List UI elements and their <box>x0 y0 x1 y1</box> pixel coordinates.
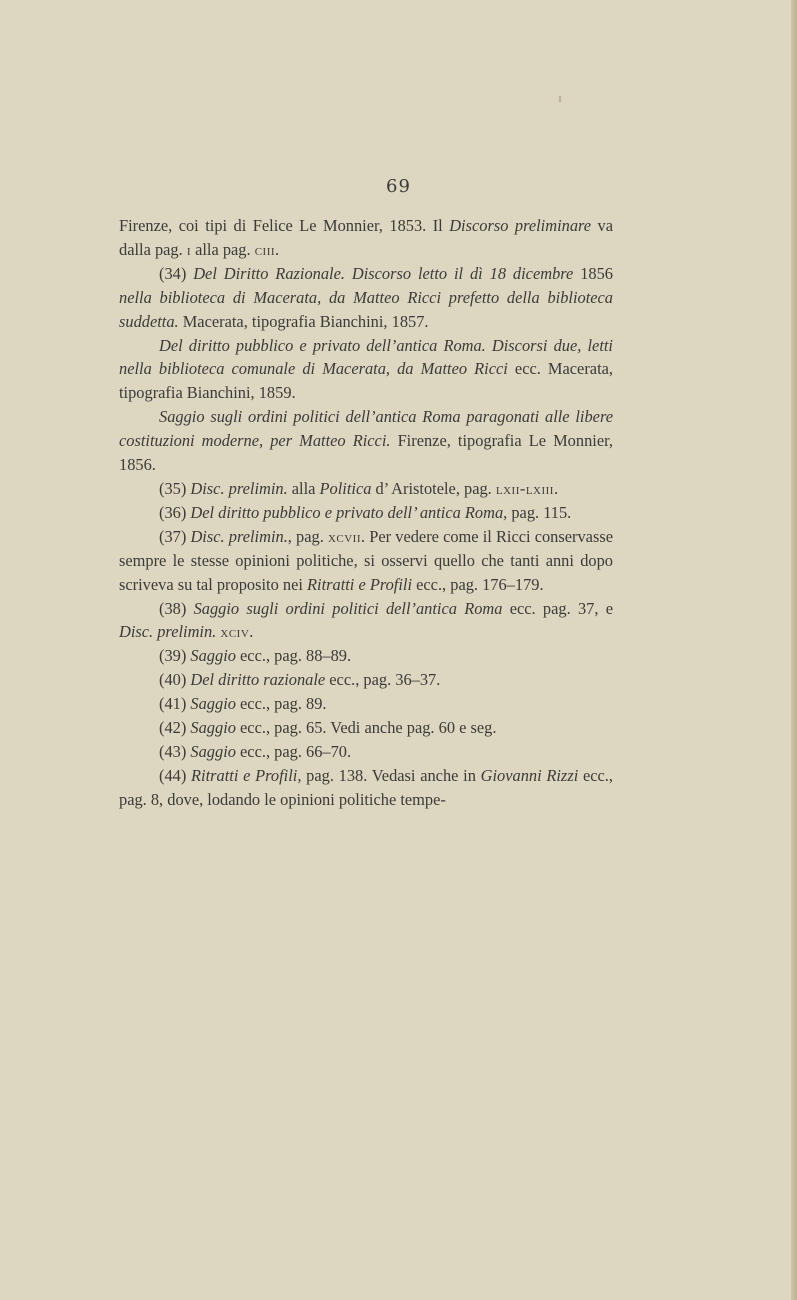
text-run: alla pag. <box>190 239 255 259</box>
roman-numeral-run: lxii-lxiii <box>495 478 554 498</box>
footnote-paragraph <box>119 716 613 740</box>
footnote-paragraph <box>119 597 613 645</box>
text-run: d’ Aristotele, pag. <box>371 478 496 498</box>
footnote-paragraph <box>119 764 613 812</box>
footnote-paragraph <box>119 668 613 692</box>
text-run: pag. 138. Vedasi anche in <box>301 765 481 785</box>
footnote-paragraph <box>119 405 613 477</box>
italic-run: Ritratti e Profili, <box>191 765 302 785</box>
paper-speck <box>559 96 561 102</box>
text-run: 1856 <box>573 263 613 283</box>
footnote-paragraph <box>119 525 613 597</box>
text-run: alla <box>287 478 320 498</box>
footnote-paragraph <box>119 262 613 334</box>
italic-run: Disc. prelimin. <box>119 622 217 642</box>
text-run: (37) <box>159 526 191 546</box>
text-run: (36) <box>159 502 191 522</box>
text-run: , pag. <box>287 526 328 546</box>
italic-run: Disc. prelimin. <box>190 526 288 546</box>
text-run: ecc., pag. 66–70. <box>235 741 352 761</box>
footnote-paragraph <box>119 334 613 406</box>
italic-run: Giovanni Rizzi <box>480 765 579 785</box>
text-run: (42) <box>159 718 191 738</box>
italic-run: Disc. prelimin. <box>190 478 288 498</box>
footnote-paragraph <box>119 692 613 716</box>
italic-run: Politica <box>319 478 372 498</box>
text-run: ecc. Macerata, tipografia Bianchini, 1859. <box>119 359 613 403</box>
italic-run: Saggio sugli ordini politici dell’antica Roma <box>193 598 503 618</box>
text-run: (35) <box>159 478 191 498</box>
italic-run: Saggio <box>190 741 236 761</box>
text-run: ecc., pag. 36–37. <box>325 670 441 690</box>
text-run: Firenze, coi tipi di Felice Le Monnier, 1853. Il <box>119 216 450 235</box>
italic-run: Del diritto pubblico e privato dell’antica Roma. Discorsi due, letti nella biblioteca comunale di Macerata, da Matteo Ricci <box>119 335 613 379</box>
text-run: Firenze, tipografia Le Monnier, 1856. <box>119 431 613 475</box>
text-run: Macerata, tipografia Bianchini, 1857. <box>178 311 429 331</box>
roman-numeral-run: i <box>186 239 191 259</box>
text-run: (41) <box>159 694 191 714</box>
italic-run: Saggio <box>190 718 236 738</box>
text-run: . <box>553 478 559 498</box>
italic-run: nella biblioteca di Macerata, da Matteo Ricci prefetto della biblioteca suddetta. <box>119 287 613 331</box>
text-run: . <box>275 239 280 259</box>
italic-run: Del diritto razionale <box>190 670 326 690</box>
text-run: ecc., pag. 65. Vedi anche pag. 60 e seg. <box>235 718 497 738</box>
footnote-paragraph <box>119 477 613 501</box>
italic-run: Ritratti e Profili <box>307 574 413 594</box>
roman-numeral-run: ciii <box>254 239 276 259</box>
italic-run: Saggio <box>190 694 236 714</box>
text-run: ecc., pag. 88–89. <box>235 646 352 666</box>
text-run: ecc. pag. 37, e <box>502 598 613 618</box>
text-run: (34) <box>159 263 194 283</box>
text-run: (38) <box>159 598 194 618</box>
footnote-paragraph <box>119 740 613 764</box>
text-run: ecc., pag. 89. <box>235 694 327 714</box>
text-run: pag. 115. <box>507 502 572 522</box>
roman-numeral-run: xciv <box>220 622 250 642</box>
italic-run: Del Diritto Razionale. Discorso letto il dì 18 dicembre <box>193 263 574 283</box>
text-run: va dalla pag. <box>119 216 614 259</box>
footnote-paragraph <box>119 501 613 525</box>
text-run: ecc., pag. 8, dove, lodando le opinioni politiche tempe- <box>119 765 613 809</box>
italic-run: Del diritto pubblico e privato dell’ antica Roma, <box>190 502 508 522</box>
text-run: ecc., pag. 176–179. <box>412 574 544 594</box>
text-run: (40) <box>159 670 191 690</box>
italic-run: Saggio <box>190 646 236 666</box>
text-run: (39) <box>159 646 191 666</box>
roman-numeral-run: xcvii <box>327 526 362 546</box>
text-run: . Per vedere come il Ricci conservasse sempre le stesse opinioni politiche, si osservi quello che tanti anni dopo scriveva su tal proposito nei <box>119 526 613 594</box>
footnotes-text <box>119 214 613 812</box>
continued-paragraph <box>119 214 613 262</box>
page-number: 69 <box>386 176 411 197</box>
text-run: (43) <box>159 741 191 761</box>
italic-run: Discorso preliminare <box>449 216 592 235</box>
text-run: (44) <box>159 765 192 785</box>
italic-run: Saggio sugli ordini politici dell’antica Roma paragonati alle libere costituzioni moderne, per Matteo Ricci. <box>119 407 613 451</box>
text-run: . <box>249 622 254 642</box>
footnote-paragraph <box>119 644 613 668</box>
